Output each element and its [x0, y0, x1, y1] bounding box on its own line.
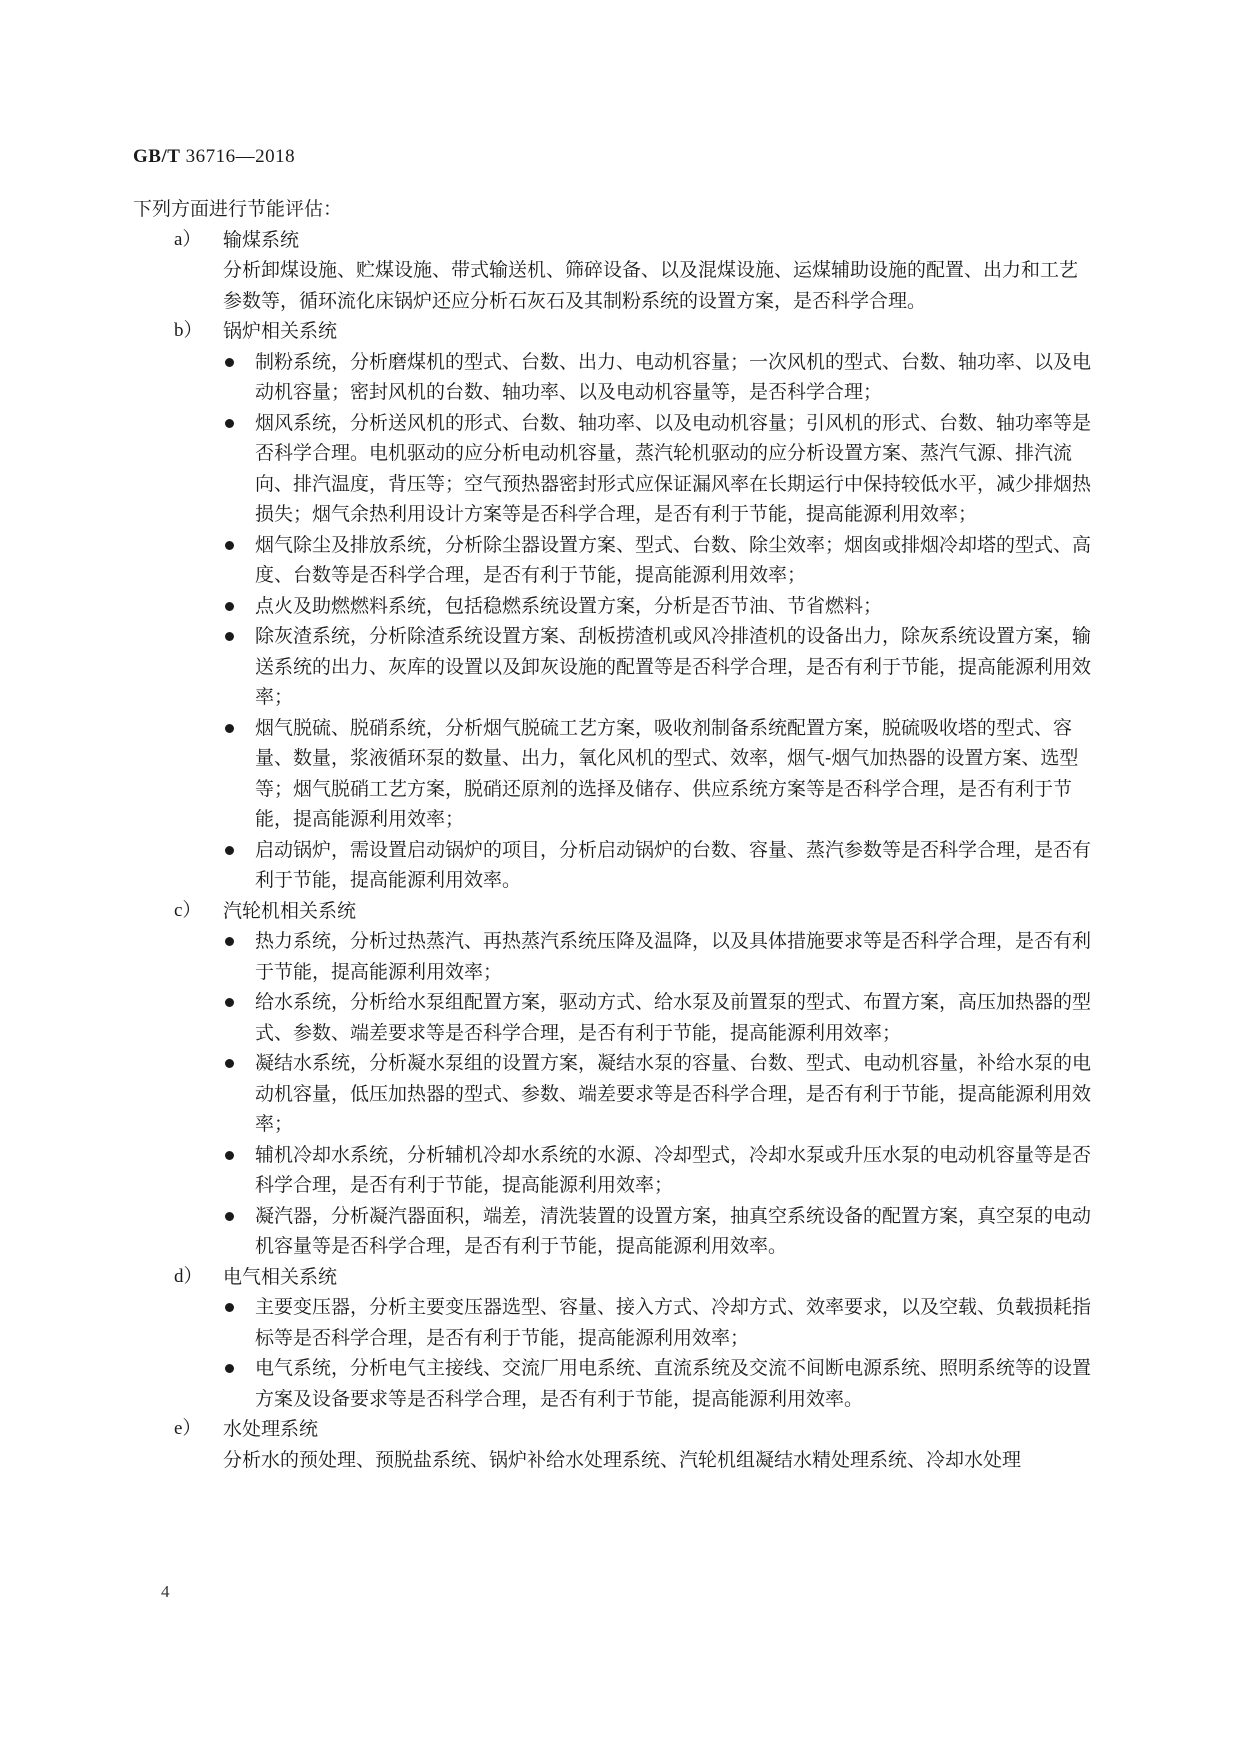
section-title: 输煤系统 — [223, 228, 300, 251]
bullet-icon — [225, 1151, 234, 1160]
bullet-icon — [225, 358, 234, 367]
section-heading — [133, 1262, 1093, 1293]
list-item-text: 烟气脱硫、脱硝系统，分析烟气脱硫工艺方案，吸收剂制备系统配置方案，脱硫吸收塔的型式、容量、数量，浆液循环泵的数量、出力，氧化风机的型式、效率，烟气-烟气加热器的设置方案、选型等；烟气脱硝工艺方案，脱硝还原剂的选择及储存、供应系统方案等是否科学合理，是否有利于节能，提高能源利用效率； — [255, 716, 1079, 830]
list-item-text: 除灰渣系统，分析除渣系统设置方案、刮板捞渣机或风冷排渣机的设备出力，除灰系统设置方案，输送系统的出力、灰库的设置以及卸灰设施的配置等是否科学合理，是否有利于节能，提高能源利用效率； — [255, 625, 1092, 708]
bullet-icon — [225, 1303, 234, 1312]
bullet-list — [133, 347, 1093, 896]
list-item — [133, 408, 1093, 530]
list-item-text: 凝汽器，分析凝汽器面积，端差，清洗装置的设置方案，抽真空系统设备的配置方案，真空泵的电动机容量等是否科学合理，是否有利于节能，提高能源利用效率。 — [255, 1204, 1092, 1257]
section-heading — [133, 1414, 1093, 1445]
bullet-icon — [225, 541, 234, 550]
list-item — [133, 530, 1093, 591]
section-heading — [133, 316, 1093, 347]
section-title: 水处理系统 — [223, 1418, 319, 1440]
list-item-text: 辅机冷却水系统，分析辅机冷却水系统的水源、冷却型式，冷却水泵或升压水泵的电动机容量等是否科学合理，是否有利于节能，提高能源利用效率； — [255, 1143, 1092, 1196]
section-letter: b） — [174, 320, 203, 341]
standard-number: 36716—2018 — [185, 146, 296, 167]
list-item — [133, 621, 1093, 713]
section-water-treatment — [133, 1414, 1093, 1475]
bullet-list — [133, 1292, 1093, 1414]
section-heading — [133, 896, 1093, 927]
bullet-icon — [225, 419, 234, 428]
section-title: 电气相关系统 — [223, 1265, 338, 1288]
list-item — [133, 1048, 1093, 1140]
bullet-icon — [225, 1212, 234, 1221]
section-electrical — [133, 1262, 1093, 1415]
list-item — [133, 347, 1093, 408]
list-item — [133, 713, 1093, 835]
list-item-text: 主要变压器，分析主要变压器选型、容量、接入方式、冷却方式、效率要求，以及空载、负载损耗指标等是否科学合理，是否有利于节能，提高能源利用效率； — [255, 1296, 1092, 1349]
list-item-text: 烟风系统，分析送风机的形式、台数、轴功率、以及电动机容量；引风机的形式、台数、轴功率等是否科学合理。电机驱动的应分析电动机容量，蒸汽轮机驱动的应分析设置方案、蒸汽气源、排汽流向、排汽温度，背压等；空气预热器密封形式应保证漏风率在长期运行中保持较低水平，减少排烟热损失；烟气余热利用设计方案等是否科学合理，是否有利于节能，提高能源利用效率； — [255, 411, 1092, 525]
section-paragraph: 分析水的预处理、预脱盐系统、锅炉补给水处理系统、汽轮机组凝结水精处理系统、冷却水处理 — [223, 1448, 1022, 1471]
bullet-icon — [225, 998, 234, 1007]
section-title: 锅炉相关系统 — [223, 320, 338, 342]
section-paragraph: 分析卸煤设施、贮煤设施、带式输送机、筛碎设备、以及混煤设施、运煤辅助设施的配置、出力和工艺参数等，循环流化床锅炉还应分析石灰石及其制粉系统的设置方案，是否科学合理。 — [223, 259, 1079, 312]
section-heading — [133, 225, 1093, 256]
list-item-text: 凝结水系统，分析凝水泵组的设置方案，凝结水泵的容量、台数、型式、电动机容量，补给水泵的电动机容量，低压加热器的型式、参数、端差要求等是否科学合理，是否有利于节能，提高能源利用效率； — [255, 1052, 1092, 1135]
list-item — [133, 987, 1093, 1048]
bullet-icon — [225, 1364, 234, 1373]
bullet-icon — [225, 846, 234, 855]
list-item — [133, 1201, 1093, 1262]
list-item-text: 点火及助燃燃料系统，包括稳燃系统设置方案，分析是否节油、节省燃料； — [255, 594, 883, 617]
list-item — [133, 1353, 1093, 1414]
section-letter: c） — [174, 899, 202, 921]
page-number: 4 — [161, 1582, 170, 1601]
intro-text: 下列方面进行节能评估： — [133, 198, 343, 220]
bullet-icon — [225, 724, 234, 733]
list-item-text: 启动锅炉，需设置启动锅炉的项目，分析启动锅炉的台数、容量、蒸汽参数等是否科学合理，是否有利于节能，提高能源利用效率。 — [255, 838, 1092, 891]
standard-prefix: GB/T — [133, 146, 181, 167]
section-title: 汽轮机相关系统 — [223, 899, 357, 922]
bullet-icon — [225, 937, 234, 946]
list-item — [133, 926, 1093, 987]
bullet-icon — [225, 1059, 234, 1068]
list-item-text: 热力系统，分析过热蒸汽、再热蒸汽系统压降及温降，以及具体措施要求等是否科学合理，是否有利于节能，提高能源利用效率； — [255, 930, 1092, 983]
section-turbine — [133, 896, 1093, 1262]
section-letter: d） — [174, 1265, 203, 1287]
section-letter: e） — [174, 1418, 202, 1439]
list-item — [133, 1140, 1093, 1201]
list-item-text: 制粉系统，分析磨煤机的型式、台数、出力、电动机容量；一次风机的型式、台数、轴功率、以及电动机容量；密封风机的台数、轴功率、以及电动机容量等，是否科学合理； — [255, 350, 1092, 403]
section-boiler — [133, 316, 1093, 896]
section-coal-handling — [133, 225, 1093, 317]
bullet-icon — [225, 602, 234, 611]
document-body — [133, 194, 1093, 1475]
section-letter: a） — [174, 228, 202, 250]
list-item-text: 烟气除尘及排放系统，分析除尘器设置方案、型式、台数、除尘效率；烟囱或排烟冷却塔的型式、高度、台数等是否科学合理，是否有利于节能，提高能源利用效率； — [255, 533, 1092, 586]
list-item — [133, 835, 1093, 896]
standard-header — [133, 146, 295, 168]
bullet-icon — [225, 632, 234, 641]
list-item-text: 给水系统，分析给水泵组配置方案，驱动方式、给水泵及前置泵的型式、布置方案，高压加热器的型式、参数、端差要求等是否科学合理，是否有利于节能，提高能源利用效率； — [255, 991, 1092, 1044]
bullet-list — [133, 926, 1093, 1262]
list-item — [133, 591, 1093, 622]
list-item — [133, 1292, 1093, 1353]
list-item-text: 电气系统，分析电气主接线、交流厂用电系统、直流系统及交流不间断电源系统、照明系统等的设置方案及设备要求等是否科学合理，是否有利于节能，提高能源利用效率。 — [255, 1357, 1092, 1410]
